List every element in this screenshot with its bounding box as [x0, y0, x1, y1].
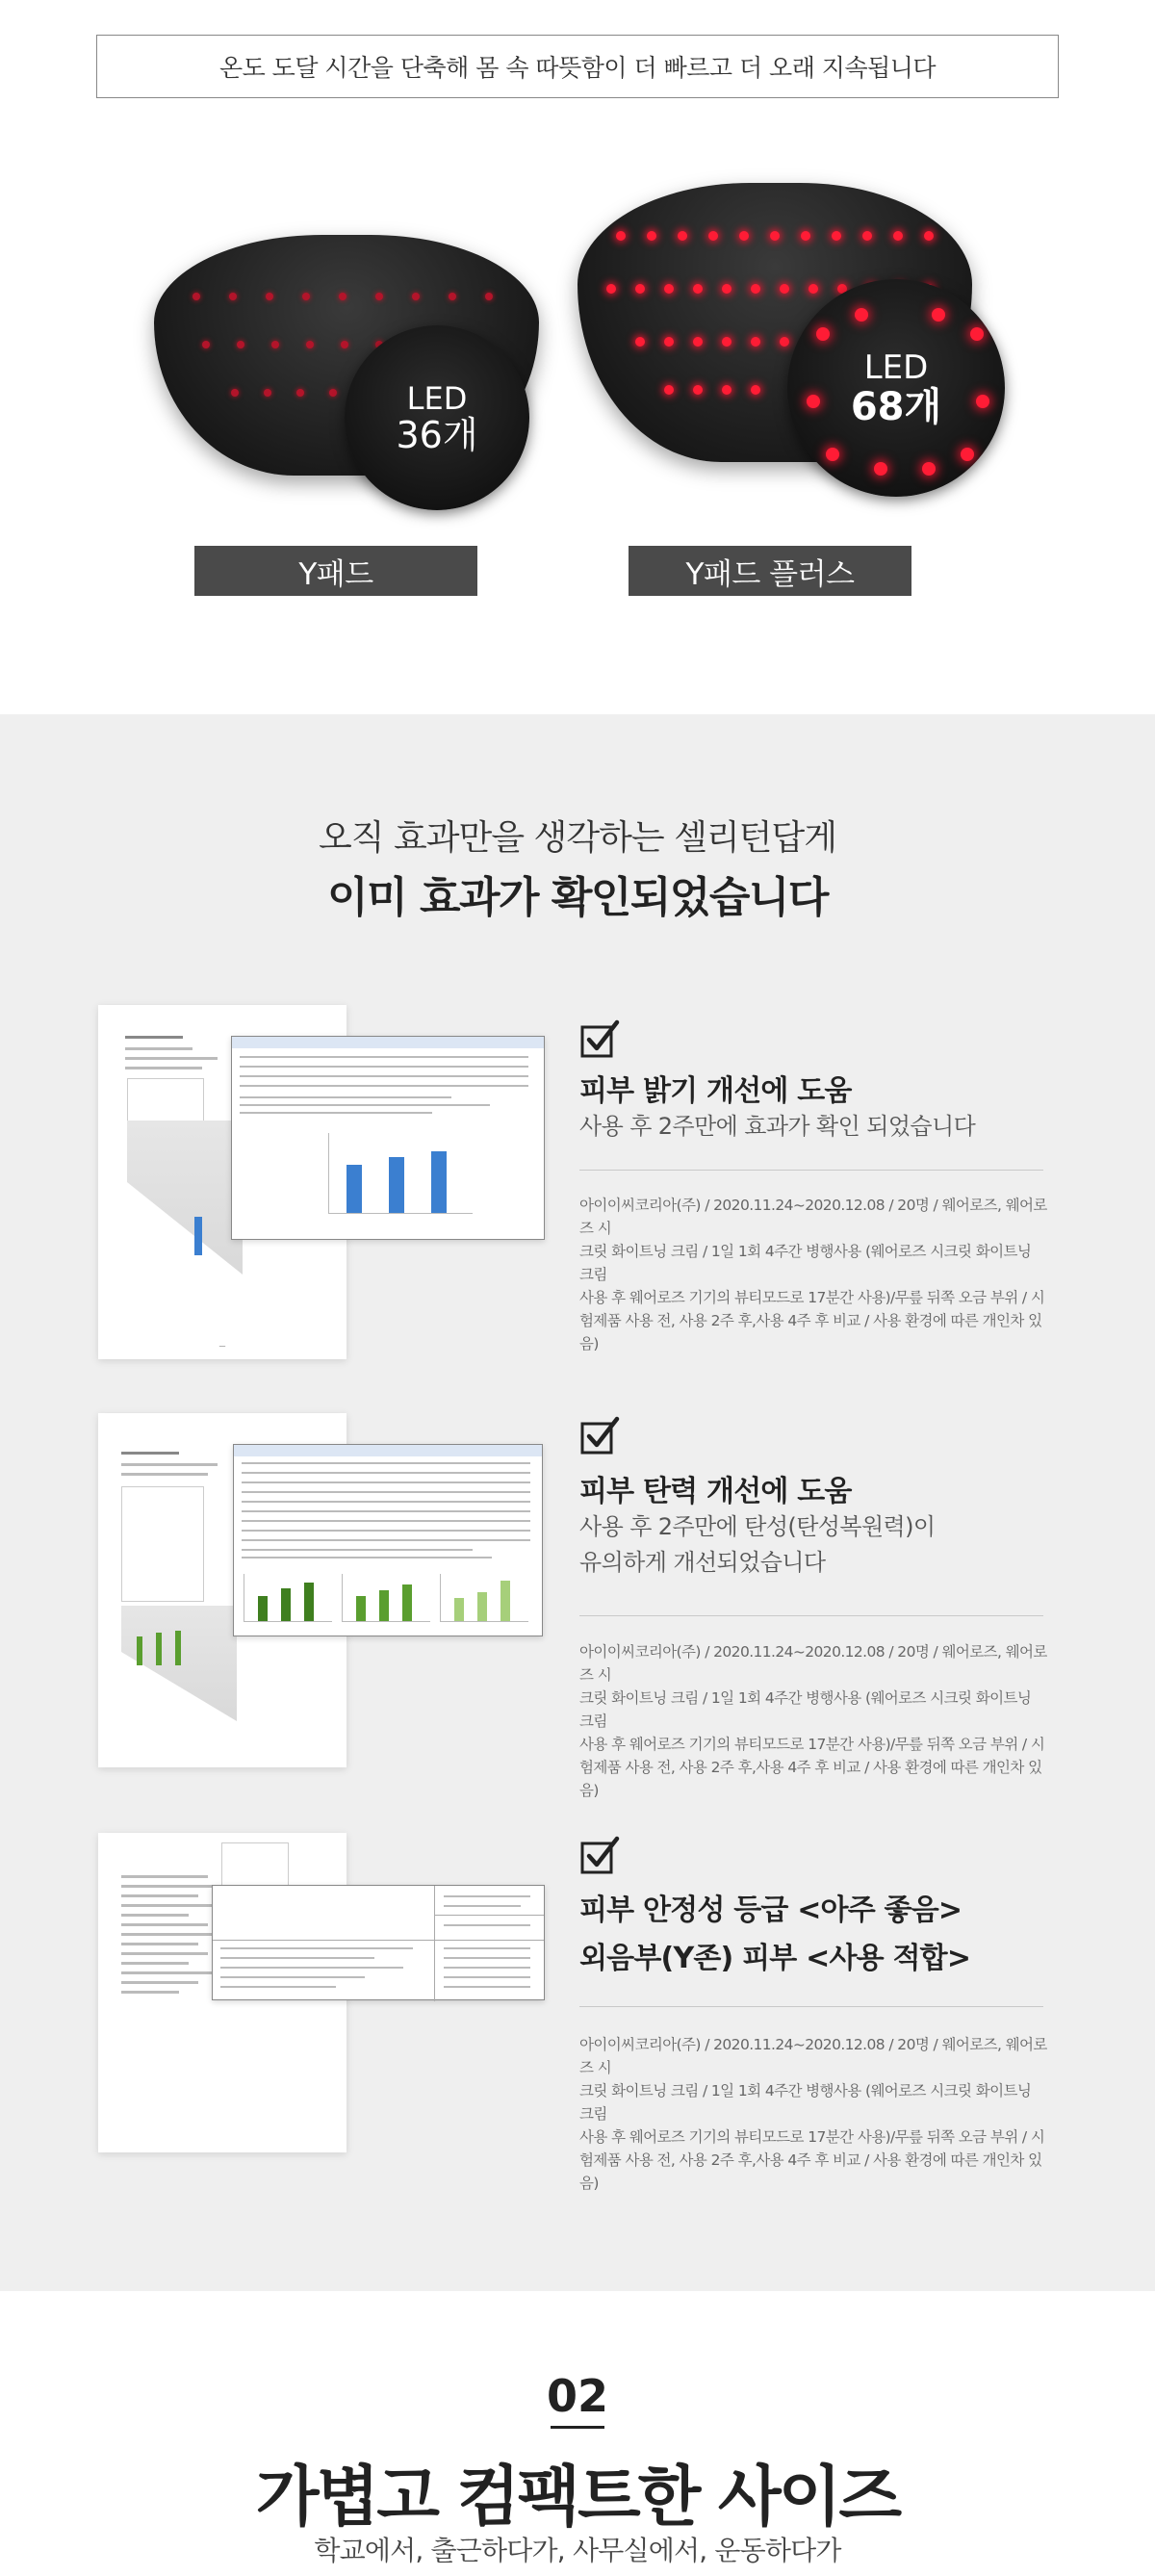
y-pad-led-count: 36개 — [396, 414, 478, 457]
y-pad-plus-led-label: LED — [863, 348, 929, 387]
feature-3-study-note: 아이이씨코리아(주) / 2020.11.24~2020.12.08 / 20명 / 웨어로즈, 웨어로즈 시 크릿 화이트닝 크림 / 1일 1회 4주간 병행사용 (웨어로즈 시크릿 화이트닝 크림 사용 후 웨어로즈 기기의 뷰티모드로 17분간 사용)/무릎 뒤쪽 오금 부위 / 시 험제품 사용 전, 사용 2주 후,사용 4주 후 비교 / 사용 환경에 따른 개인차 있음) — [579, 2036, 1047, 2193]
feature-1-title: 피부 밝기 개선에 도움 — [579, 1074, 852, 1108]
proof-headline-light: 오직 효과만을 생각하는 셀리턴답게 — [319, 818, 836, 858]
led-dot — [192, 293, 200, 300]
checkbox-checked-icon — [579, 1018, 620, 1059]
led-dot — [832, 231, 841, 241]
y-pad-led-badge — [345, 325, 529, 510]
led-dot — [924, 231, 934, 241]
checkbox-checked-icon — [579, 1835, 620, 1875]
report-table-3 — [212, 1885, 545, 2000]
feature-1-subtitle: 사용 후 2주만에 효과가 확인 되었습니다 — [579, 1113, 976, 1140]
led-dot — [229, 293, 237, 300]
led-dot — [329, 389, 337, 397]
warmth-banner — [96, 35, 1059, 98]
led-dot — [485, 293, 493, 300]
y-pad-plus-led-badge — [787, 279, 1005, 497]
led-dot — [271, 341, 279, 348]
led-dot — [693, 284, 703, 294]
size-section-title: 가볍고 컴팩트한 사이즈 — [255, 2460, 900, 2536]
feature-2-divider — [579, 1615, 1043, 1616]
y-pad-name-text: Y패드 — [298, 556, 373, 592]
feature-2-study-note: 아이이씨코리아(주) / 2020.11.24~2020.12.08 / 20명 / 웨어로즈, 웨어로즈 시 크릿 화이트닝 크림 / 1일 1회 4주간 병행사용 (웨어로즈 시크릿 화이트닝 크림 사용 후 웨어로즈 기기의 뷰티모드로 17분간 사용)/무릎 뒤쪽 오금 부위 / 시 험제품 사용 전, 사용 2주 후,사용 4주 후 비교 / 사용 환경에 따른 개인차 있음) — [579, 1643, 1047, 1800]
led-dot — [751, 385, 760, 395]
led-dot — [606, 284, 616, 294]
led-dot — [339, 293, 346, 300]
led-dot — [635, 337, 645, 347]
feature-3-divider — [579, 2006, 1043, 2007]
section-number: 02 — [546, 2370, 608, 2422]
feature-2-subtitle: 사용 후 2주만에 탄성(탄성복원력)이 유의하게 개선되었습니다 — [579, 1513, 936, 1577]
led-dot — [739, 231, 749, 241]
led-dot — [664, 284, 674, 294]
led-dot — [770, 231, 780, 241]
led-dot — [780, 284, 789, 294]
proof-headline-bold: 이미 효과가 확인되었습니다 — [327, 873, 828, 922]
led-dot — [862, 231, 872, 241]
led-dot — [635, 284, 645, 294]
led-dot — [647, 231, 656, 241]
led-dot — [296, 389, 304, 397]
led-dot — [751, 284, 760, 294]
feature-1-study-note: 아이이씨코리아(주) / 2020.11.24~2020.12.08 / 20명 / 웨어로즈, 웨어로즈 시 크릿 화이트닝 크림 / 1일 1회 4주간 병행사용 (웨어로즈 시크릿 화이트닝 크림 사용 후 웨어로즈 기기의 뷰티모드로 17분간 사용)/무릎 뒤쪽 오금 부위 / 시 험제품 사용 전, 사용 2주 후,사용 4주 후 비교 / 사용 환경에 따른 개인차 있음) — [579, 1197, 1047, 1353]
feature-3-title: 피부 안정성 등급 <아주 좋음> 외음부(Y존) 피부 <사용 적합> — [579, 1893, 971, 1975]
led-dot — [893, 231, 903, 241]
warmth-banner-text: 온도 도달 시간을 단축해 몸 속 따뜻함이 더 빠르고 더 오래 지속됩니다 — [218, 54, 937, 82]
led-dot — [202, 341, 210, 348]
led-dot — [664, 385, 674, 395]
led-dot — [693, 337, 703, 347]
section-number-underline — [551, 2426, 604, 2429]
y-pad-led-label: LED — [406, 380, 468, 418]
led-dot — [616, 231, 626, 241]
y-pad-name-label — [194, 546, 477, 596]
led-dot — [664, 337, 674, 347]
led-dot — [722, 385, 732, 395]
led-dot — [306, 341, 314, 348]
checkbox-checked-icon — [579, 1415, 620, 1455]
led-dot — [412, 293, 420, 300]
led-dot — [264, 389, 271, 397]
led-dot — [801, 231, 810, 241]
led-dot — [302, 293, 310, 300]
size-section-subtitle: 학교에서, 출근하다가, 사무실에서, 운동하다가 — [314, 2535, 841, 2566]
led-dot — [231, 389, 239, 397]
led-dot — [375, 293, 383, 300]
report-document-1: — — [98, 1005, 346, 1359]
y-pad-plus-led-count: 68개 — [850, 385, 942, 429]
led-dot — [678, 231, 687, 241]
y-pad-plus-name-label — [629, 546, 911, 596]
report-document-3 — [98, 1833, 346, 2152]
y-pad-plus-name-text: Y패드 플러스 — [685, 556, 855, 592]
led-dot — [808, 284, 818, 294]
led-dot — [449, 293, 456, 300]
report-table-chart-1 — [231, 1036, 545, 1240]
led-dot — [751, 337, 760, 347]
led-dot — [341, 341, 348, 348]
led-dot — [780, 337, 789, 347]
led-dot — [237, 341, 244, 348]
led-dot — [266, 293, 273, 300]
feature-2-title: 피부 탄력 개선에 도움 — [579, 1475, 852, 1508]
report-document-2 — [98, 1413, 346, 1767]
feature-1-divider — [579, 1170, 1043, 1171]
led-dot — [693, 385, 703, 395]
led-dot — [722, 284, 732, 294]
led-dot — [708, 231, 718, 241]
report-table-chart-2 — [233, 1444, 543, 1636]
led-dot — [722, 337, 732, 347]
